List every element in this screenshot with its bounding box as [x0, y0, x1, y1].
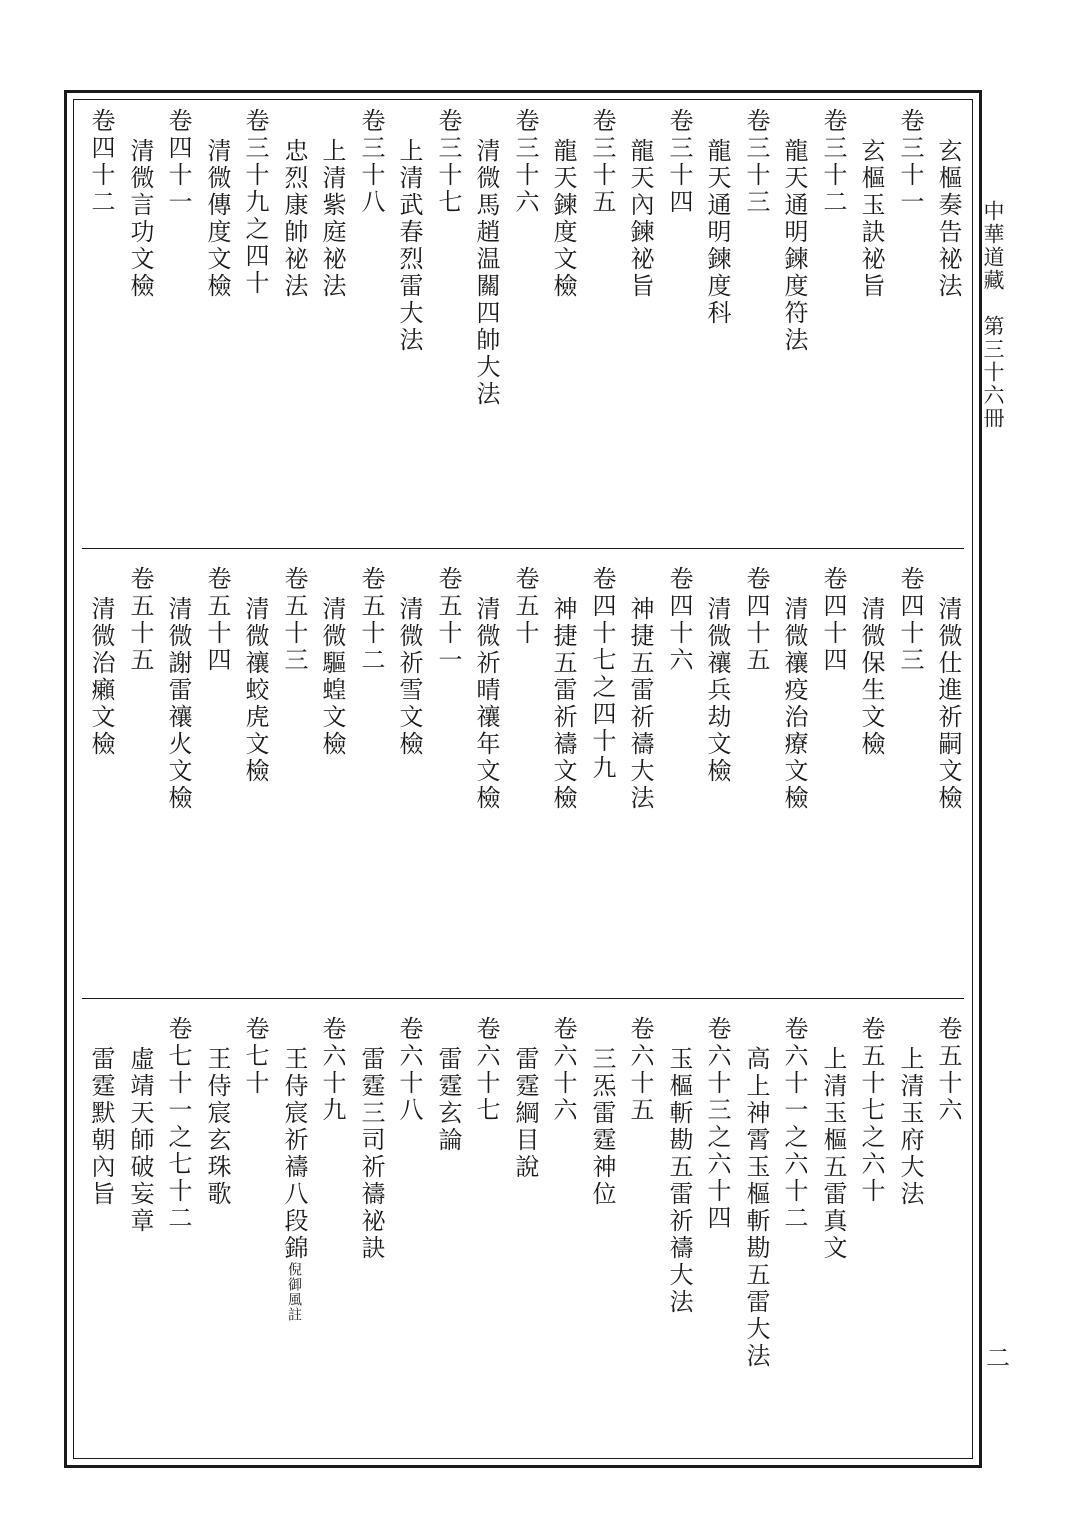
toc-column: 卷五十一	[434, 566, 462, 674]
toc-column: 清微治癩文檢	[87, 596, 115, 758]
toc-column: 玉樞斬勘五雷祈禱大法	[665, 1046, 693, 1316]
toc-column: 卷三十一	[896, 108, 924, 216]
toc-column: 龍天鍊度文檢	[549, 138, 577, 300]
toc-column: 卷三十二	[819, 108, 847, 216]
toc-column: 卷六十七	[472, 1016, 500, 1124]
toc-column: 上清玉樞五雷真文	[819, 1046, 847, 1262]
toc-column: 卷六十八	[395, 1016, 423, 1124]
toc-column: 雷霆默朝內旨	[87, 1046, 115, 1208]
toc-column: 卷五十六	[934, 1016, 962, 1124]
toc-column: 清微保生文檢	[857, 596, 885, 758]
toc-column: 卷五十	[511, 566, 539, 647]
toc-column: 卷四十四	[819, 566, 847, 674]
toc-column: 清微禳兵劫文檢	[703, 596, 731, 785]
section-divider-1	[82, 548, 964, 549]
toc-column: 卷三十八	[357, 108, 385, 216]
toc-column: 清微馬趙温關四帥大法	[472, 138, 500, 408]
toc-column: 神捷五雷祈禱大法	[626, 596, 654, 812]
toc-column: 卷六十三之六十四	[703, 1016, 731, 1232]
toc-column: 卷五十四	[203, 566, 231, 674]
toc-column: 雷霆玄論	[434, 1046, 462, 1154]
toc-column: 上清武春烈雷大法	[395, 138, 423, 354]
toc-column: 上清玉府大法	[896, 1046, 924, 1208]
toc-column: 忠烈康帥祕法	[280, 138, 308, 300]
toc-column: 清微傳度文檢	[203, 138, 231, 300]
toc-column: 上清紫庭祕法	[318, 138, 346, 300]
toc-column: 清微謝雷禳火文檢	[164, 596, 192, 812]
toc-column: 清微言功文檢	[126, 138, 154, 300]
toc-column: 雷霆三司祈禱祕訣	[357, 1046, 385, 1262]
toc-column: 卷五十七之六十	[857, 1016, 885, 1205]
toc-column: 卷六十五	[626, 1016, 654, 1124]
toc-column: 卷三十九之四十	[241, 108, 269, 297]
toc-column: 卷四十六	[665, 566, 693, 674]
toc-column: 雷霆綱目說	[511, 1046, 539, 1181]
toc-column: 玄樞奏告祕法	[934, 138, 962, 300]
toc-column: 卷四十七之四十九	[588, 566, 616, 782]
toc-column: 卷三十六	[511, 108, 539, 216]
page-number: 二	[986, 1344, 1010, 1372]
toc-column: 王侍宸祈禱八段錦倪御風註	[280, 1046, 308, 1322]
toc-column: 龍天通明鍊度科	[703, 138, 731, 327]
toc-column: 卷五十二	[357, 566, 385, 674]
toc-column: 卷七十	[241, 1016, 269, 1097]
toc-column: 卷四十二	[87, 108, 115, 216]
toc-column: 卷五十五	[126, 566, 154, 674]
toc-column: 玄樞玉訣祕旨	[857, 138, 885, 300]
toc-column: 龍天通明鍊度符法	[780, 138, 808, 354]
toc-column: 神捷五雷祈禱文檢	[549, 596, 577, 812]
toc-column: 卷四十三	[896, 566, 924, 674]
toc-column: 卷五十三	[280, 566, 308, 674]
toc-column: 龍天內鍊祕旨	[626, 138, 654, 300]
toc-column: 三炁雷霆神位	[588, 1046, 616, 1208]
toc-column: 清微仕進祈嗣文檢	[934, 596, 962, 812]
annotator-note: 倪御風註	[286, 1262, 302, 1322]
toc-column: 卷六十一之六十二	[780, 1016, 808, 1232]
toc-column: 清微禳蛟虎文檢	[241, 596, 269, 785]
section-divider-2	[82, 998, 964, 999]
toc-column: 卷四十五	[742, 566, 770, 674]
toc-column: 卷六十六	[549, 1016, 577, 1124]
toc-column: 卷三十三	[742, 108, 770, 216]
toc-column: 卷四十一	[164, 108, 192, 216]
toc-column: 卷三十四	[665, 108, 693, 216]
toc-column: 高上神霄玉樞斬勘五雷大法	[742, 1046, 770, 1370]
toc-column: 虛靖天師破妄章	[126, 1046, 154, 1235]
toc-column: 清微驅蝗文檢	[318, 596, 346, 758]
toc-column: 王侍宸玄珠歌	[203, 1046, 231, 1208]
toc-column: 清微祈晴禳年文檢	[472, 596, 500, 812]
toc-column: 清微禳疫治療文檢	[780, 596, 808, 812]
toc-column: 卷六十九	[318, 1016, 346, 1124]
running-title: 中華道藏 第三十六冊	[981, 200, 1005, 430]
toc-column: 清微祈雪文檢	[395, 596, 423, 758]
toc-column: 卷三十五	[588, 108, 616, 216]
toc-column: 卷三十七	[434, 108, 462, 216]
toc-column: 卷七十一之七十二	[164, 1016, 192, 1232]
